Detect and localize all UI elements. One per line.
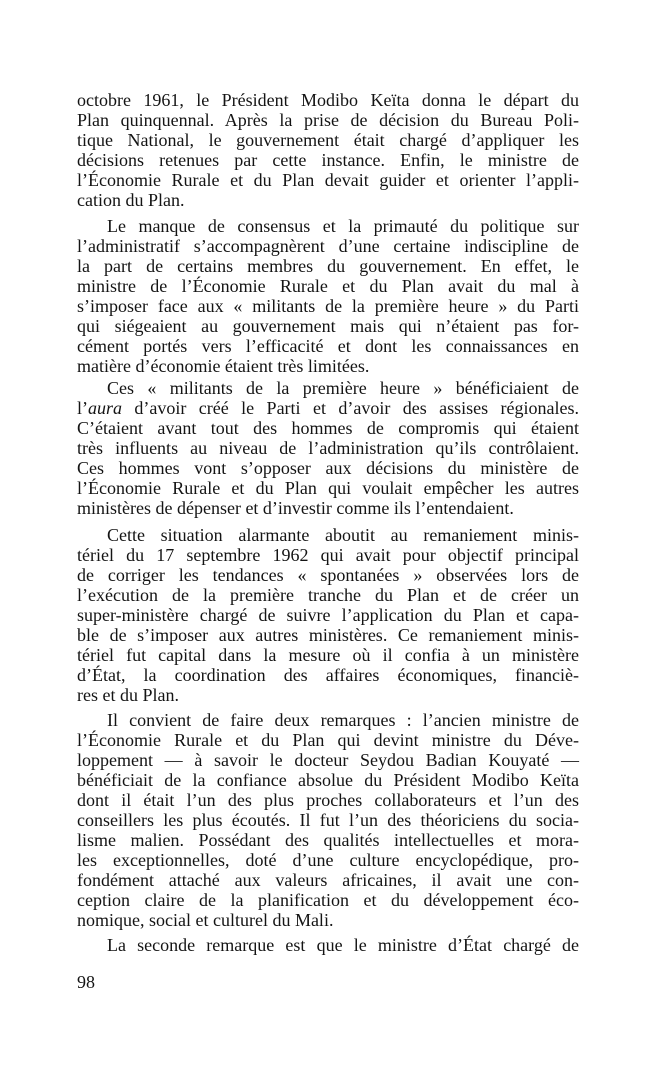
text-line: cément portés vers l’efficacité et dont les connaissances en [77, 336, 579, 356]
text-line: lisme malien. Possédant des qualités intellectuelles et mora- [77, 830, 579, 850]
text-segment: l’ [77, 398, 88, 418]
text-line: très influents au niveau de l’administration qu’ils contrôlaient. [77, 438, 579, 458]
text-line: ministères de dépenser et d’investir comme ils l’entendaient. [77, 498, 514, 518]
text-line: bénéficiait de la confiance absolue du Président Modibo Keïta [77, 770, 579, 790]
text-line: super-ministère chargé de suivre l’application du Plan et capa- [77, 605, 579, 625]
text-line: d’État, la coordination des affaires économiques, financiè- [77, 665, 579, 685]
text-line: loppement — à savoir le docteur Seydou Badian Kouyaté — [77, 750, 579, 770]
text-line: Ces « militants de la première heure » bénéficiaient de [107, 378, 579, 398]
text-line: fondément attaché aux valeurs africaines, il avait une con- [77, 870, 579, 890]
italic-word: aura [88, 398, 123, 418]
paragraph [77, 935, 579, 955]
text-line [77, 398, 579, 418]
text-line: conseillers les plus écoutés. Il fut l’un des théoriciens du socia- [77, 810, 579, 830]
text-line: tériel du 17 septembre 1962 qui avait pour objectif principal [77, 545, 579, 565]
text-line: matière d’économie étaient très limitées. [77, 356, 370, 376]
text-line: nomique, social et culturel du Mali. [77, 910, 334, 930]
text-line: l’administratif s’accompagnèrent d’une certaine indiscipline de [77, 236, 579, 256]
paragraph [77, 378, 579, 518]
text-line: Cette situation alarmante aboutit au remaniement minis- [107, 525, 579, 545]
paragraph [77, 216, 579, 376]
text-line: C’étaient avant tout des hommes de compromis qui étaient [77, 418, 579, 438]
text-line: qui siégeaient au gouvernement mais qui n’étaient pas for- [77, 316, 579, 336]
text-line: de corriger les tendances « spontanées » observées lors de [77, 565, 579, 585]
text-line: les exceptionnelles, doté d’une culture encyclopédique, pro- [77, 850, 579, 870]
text-line: Il convient de faire deux remarques : l’ancien ministre de [107, 710, 579, 730]
text-line: Le manque de consensus et la primauté du politique sur [107, 216, 579, 236]
text-line: décisions retenues par cette instance. Enfin, le ministre de [77, 150, 579, 170]
text-line: tériel fut capital dans la mesure où il confia à un ministère [77, 645, 579, 665]
text-line: l’Économie Rurale et du Plan qui devint ministre du Déve- [77, 730, 579, 750]
text-line: La seconde remarque est que le ministre d’État chargé de [107, 935, 579, 955]
text-segment: d’avoir créé le Parti et d’avoir des assises régionales. [122, 398, 579, 418]
text-line: Ces hommes vont s’opposer aux décisions du ministère de [77, 458, 579, 478]
text-line: ministre de l’Économie Rurale et du Plan avait du mal à [77, 276, 579, 296]
text-line: res et du Plan. [77, 685, 179, 705]
text-line: l’Économie Rurale et du Plan devait guider et orienter l’appli- [77, 170, 579, 190]
text-line: la part de certains membres du gouvernement. En effet, le [77, 256, 579, 276]
text-line: dont il était l’un des plus proches collaborateurs et l’un des [77, 790, 579, 810]
text-line: l’exécution de la première tranche du Plan et de créer un [77, 585, 579, 605]
text-line: ception claire de la planification et du développement éco- [77, 890, 579, 910]
text-line: l’Économie Rurale et du Plan qui voulait empêcher les autres [77, 478, 579, 498]
text-line: ble de s’imposer aux autres ministères. Ce remaniement minis- [77, 625, 579, 645]
text-line: tique National, le gouvernement était chargé d’appliquer les [77, 130, 579, 150]
text-line: s’imposer face aux « militants de la première heure » du Parti [77, 296, 579, 316]
paragraph [77, 525, 579, 705]
paragraph [77, 90, 579, 210]
text-line: Plan quinquennal. Après la prise de décision du Bureau Poli- [77, 110, 579, 130]
text-line: cation du Plan. [77, 190, 185, 210]
text-line: octobre 1961, le Président Modibo Keïta donna le départ du [77, 90, 579, 110]
page-number: 98 [77, 972, 95, 992]
paragraph [77, 710, 579, 930]
